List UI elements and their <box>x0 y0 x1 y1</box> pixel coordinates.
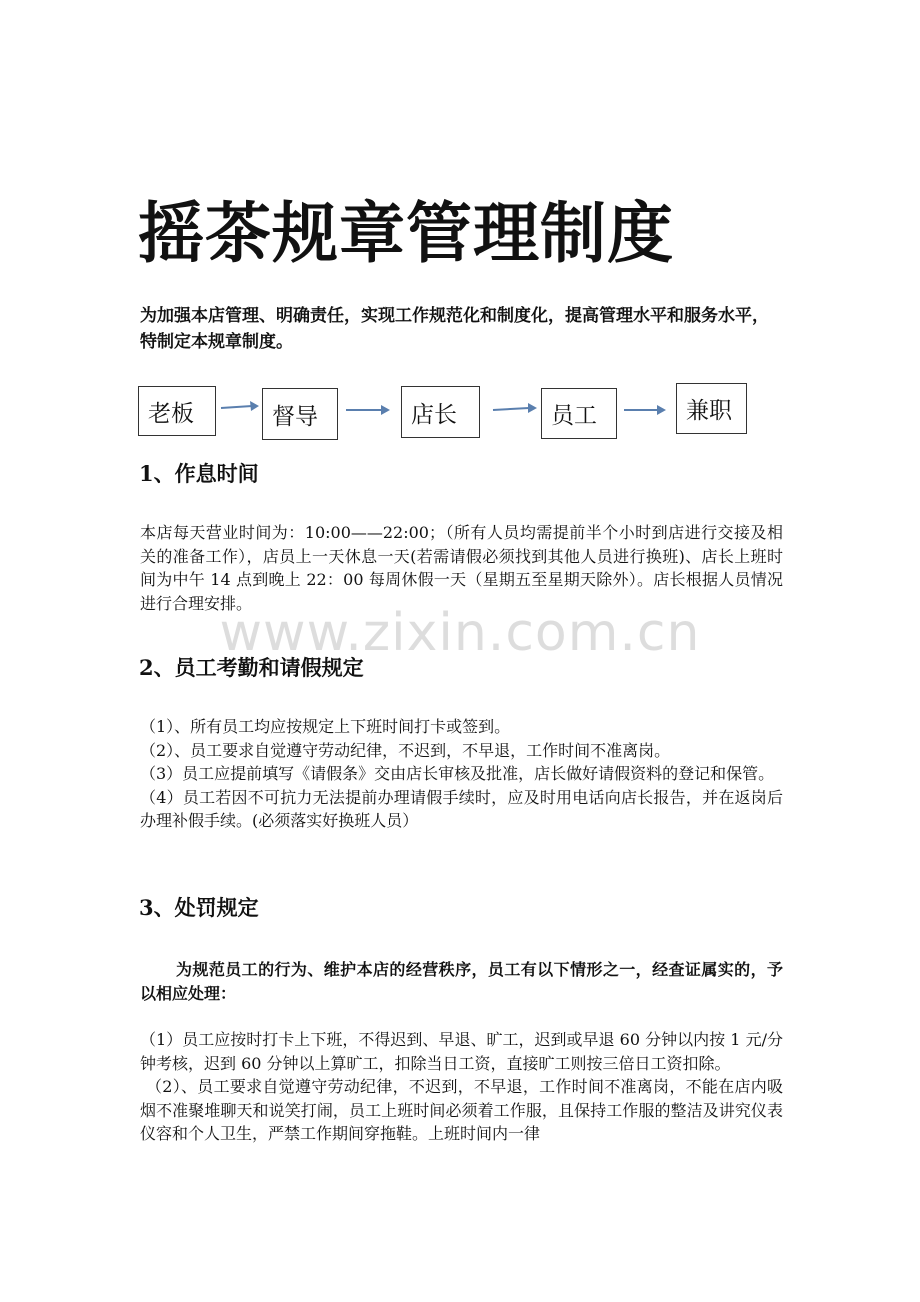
lead-paragraph: 为规范员工的行为、维护本店的经营秩序，员工有以下情形之一，经查证属实的，予以相应处理： <box>140 960 783 1003</box>
list-item: （2）、员工要求自觉遵守劳动纪律，不迟到，不早退，工作时间不准离岗，不能在店内吸烟不准聚堆聊天和说笑打闹，员工上班时间必须着工作服，且保持工作服的整洁及讲究仪表仪容和个人卫生，严禁工作期间穿拖鞋。上班时间内一律 <box>140 1077 783 1143</box>
list-item: （4）员工若因不可抗力无法提前办理请假手续时，应及时用电话向店长报告，并在返岗后办理补假手续。(必须落实好换班人员） <box>140 787 783 830</box>
section-lead-penalties <box>140 958 783 1005</box>
section-heading-attendance: 2、员工考勤和请假规定 <box>139 655 364 680</box>
flow-arrow-icon <box>219 398 261 414</box>
list-item: （3）员工应提前填写《请假条》交由店长审核及批准，店长做好请假资料的登记和保管。 <box>140 764 775 783</box>
hierarchy-node-part-time: 兼职 <box>676 383 747 434</box>
section-body-penalties <box>140 1028 783 1146</box>
hierarchy-node-boss: 老板 <box>138 386 216 436</box>
section-heading-penalties: 3、处罚规定 <box>139 895 259 920</box>
document-title: 摇茶规章管理制度 <box>138 195 674 272</box>
list-item: （1）员工应按时打卡上下班，不得迟到、早退、旷工，迟到或早退 60 分钟以内按 1 元/分钟考核，迟到 60 分钟以上算旷工，扣除当日工资，直接旷工则按三倍日工资扣除。 <box>140 1030 783 1073</box>
section-heading-work-hours: 1、作息时间 <box>139 461 259 486</box>
hierarchy-node-supervisor: 督导 <box>262 388 338 440</box>
list-item: （2）、员工要求自觉遵守劳动纪律，不迟到，不早退，工作时间不准离岗。 <box>140 740 671 760</box>
flow-arrow-icon <box>344 402 392 418</box>
section-body-work-hours <box>140 521 783 615</box>
hierarchy-node-store-manager: 店长 <box>401 386 480 438</box>
intro-paragraph: 为加强本店管理、明确责任，实现工作规范化和制度化，提高管理水平和服务水平，特制定本规章制度。 <box>140 306 769 352</box>
section-body-attendance <box>140 715 783 833</box>
paragraph: 本店每天营业时间为：10:00——22:00；（所有人员均需提前半个小时到店进行交接及相关的准备工作），店员上一天休息一天(若需请假必须找到其他人员进行换班)、店长上班时间为中午 14 点到晚上 22：00 每周休假一天（星期五至星期天除外）。店长根据人员情况进行合理安排。 <box>140 523 783 613</box>
list-item: （1）、所有员工均应按规定上下班时间打卡或签到。 <box>140 717 511 736</box>
watermark: www.zixin.com.cn <box>219 603 701 663</box>
flow-arrow-icon <box>622 402 668 418</box>
flow-arrow-icon <box>491 400 539 416</box>
hierarchy-node-staff: 员工 <box>541 388 617 439</box>
